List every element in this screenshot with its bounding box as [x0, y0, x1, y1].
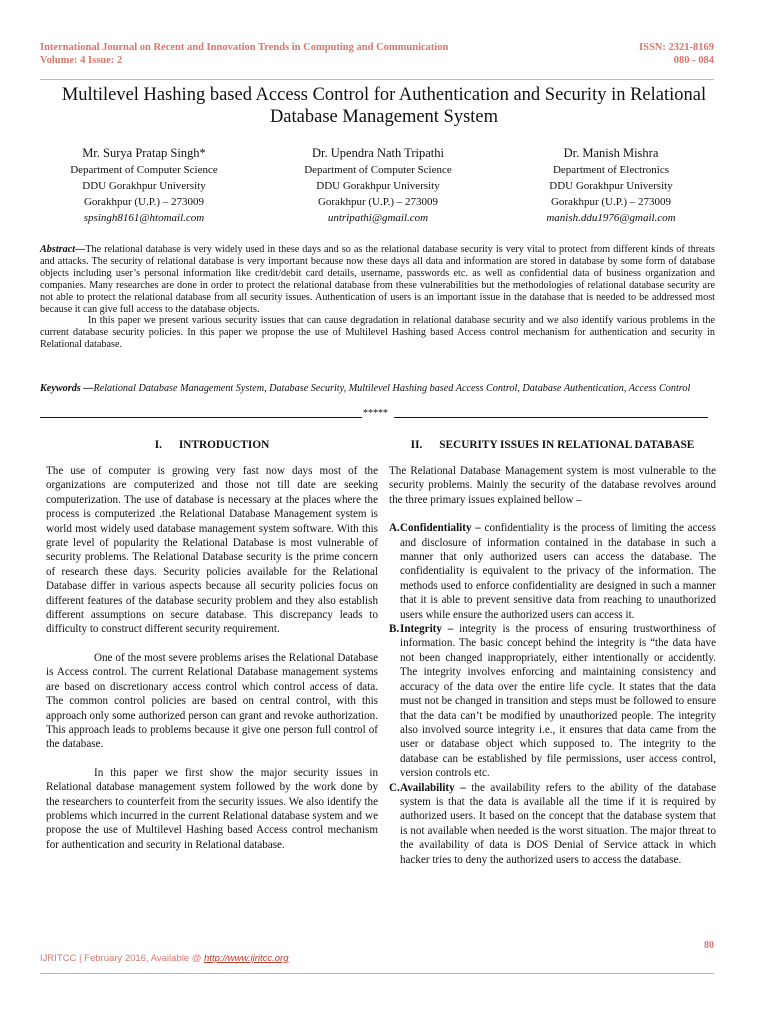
separator-line-right [394, 417, 708, 418]
footer [40, 953, 288, 964]
list-item-term: Confidentiality – [400, 522, 481, 535]
author-2 [278, 145, 478, 226]
list-item-label: B. [389, 623, 400, 636]
keywords-text: Relational Database Management System, Database Security, Multilevel Hashing based Access Control, Database Authentication, Access Control [93, 383, 691, 394]
keywords [40, 383, 715, 395]
issn-block [639, 42, 714, 67]
issn: ISSN: 2321-8169 [639, 42, 714, 53]
section-heading-security-issues: II. SECURITY ISSUES IN RELATIONAL DATABASE [410, 439, 695, 451]
list-item-integrity [389, 622, 716, 780]
footer-link[interactable]: http://www.ijritcc.org [204, 953, 289, 964]
separator-line-left [40, 417, 362, 418]
list-item-text: the availability refers to the ability of the database system is that the data is available all the time if it is required by authorized users. It based on the concept that the database system that is not available when needed is the worst situation. The major threat to the availability of data is DOS Denial of Service attack in which hacker tries to deny the authorized users to access the database. [400, 781, 716, 866]
list-item-text: integrity is the process of ensuring trustworthiness of information. The basic concept behind the integrity is “the data have not been changed inappropriately, either intentionally or accidently. The integrity involves enforcing and maintaining consistency and accuracy of the data over the entire life cycle. It states that the data must not be changed in transition and steps must be followed to ensure that the data can’t be modified by unauthorized people. The integrity also involved source integrity i.e., it ensures that data came from the user or database object which supposed to. The integrity to the database can be established by file permissions, user access control, version controls etc. [400, 623, 716, 780]
keywords-label: Keywords — [40, 383, 94, 394]
abstract-label: Abstract— [40, 244, 86, 255]
list-item-availability [389, 781, 716, 867]
header-rule [40, 79, 714, 80]
author-name: Dr. Upendra Nath Tripathi [312, 146, 444, 160]
author-dept: Department of Computer Science [70, 164, 218, 176]
list-item-text: confidentiality is the process of limiting the access and disclosure of information contained in the database in such a manner that only authorized users can access the database. The confidentiality is equivalent to the privacy of the information. The methods used to enforce confidentiality are designed in such a manner that it is able to prevent sensitive data from reaching to unauthorized users while ensure the authorized users can access it. [400, 522, 716, 621]
author-dept: Department of Electronics [552, 164, 670, 176]
list-item-label: C. [389, 781, 400, 794]
abstract-para-1 [40, 244, 715, 315]
author-univ: DDU Gorakhpur University [549, 180, 673, 192]
list-item-label: A. [389, 522, 400, 535]
abstract-para-2: In this paper we present various security issues that can cause degradation in relational database security and we also identify various problems in the current database security policies. In this paper we propose the use of Multilevel Hashing based Access control mechanism for authentication and security in Relational database. [40, 315, 715, 351]
author-univ: DDU Gorakhpur University [316, 180, 440, 192]
author-1 [44, 145, 244, 226]
journal-title: International Journal on Recent and Innovation Trends in Computing and Communication [40, 42, 449, 53]
footer-text: IJRITCC | February 2016, Available @ [40, 953, 205, 964]
footer-rule [40, 973, 714, 974]
intro-para-2: One of the most severe problems arises the Relational Database is Access control. The current Relational Database management systems are based on discretionary access control which control access of data. The common control policies are based on central control, with this approach only some authorized person can grant and revoke authorization. This approach leads to problems because it give one person full control of the database. [46, 651, 378, 751]
abstract-text-1: The relational database is very widely used in these days and so as the relational database security is very vital to protect from different kinds of threats and attacks. The security of relational database is very important because now these days all data and information are stored in database by some form of database objects including user’s personal information like credit/debit card details, username, passwords etc. as well as confidential data of business organization and companies. Many researches are done in order to protect the relational database from these vulnerabilities but the methodologies of relational database security are not able to protect the relational database from all security issues. Authentication of users is an important issue in the database that is needed to be addressed most because it can give full access to the database objects. [40, 244, 715, 315]
author-dept: Department of Computer Science [304, 164, 452, 176]
author-email: manish.ddu1976@gmail.com [546, 212, 676, 224]
intro-para-3: In this paper we first show the major security issues in Relational database management system followed by the work done by the researchers to counterfeit from the security issues. We also identify the problems which incurred in the current Relational database system and we propose the use of Multilevel Hashing based Access control mechanism for authentication and security in Relational database. [46, 766, 378, 851]
paper-title: Multilevel Hashing based Access Control for Authentication and Security in Relational Database Management System [61, 85, 707, 127]
author-addr: Gorakhpur (U.P.) – 273009 [550, 196, 672, 208]
column-right [389, 438, 716, 867]
page-number: 80 [704, 940, 714, 951]
author-name: Mr. Surya Pratap Singh* [82, 146, 206, 160]
author-univ: DDU Gorakhpur University [82, 180, 206, 192]
author-3 [511, 145, 711, 226]
journal-volume: Volume: 4 Issue: 2 [40, 54, 123, 66]
section-separator [0, 403, 768, 423]
list-item-confidentiality [389, 521, 716, 622]
author-email: untripathi@gmail.com [327, 212, 429, 224]
column-left [46, 438, 378, 852]
separator-stars: ***** [363, 408, 388, 419]
author-email: spsingh8161@htomail.com [83, 212, 205, 224]
abstract [40, 244, 715, 351]
security-intro: The Relational Database Management system is most vulnerable to the security problems. Mainly the security of the database revolves around the three primary issues explained bellow – [389, 465, 716, 506]
author-addr: Gorakhpur (U.P.) – 273009 [317, 196, 439, 208]
intro-para-1: The use of computer is growing very fast now days most of the organizations are computerized and those not till date are seeking computerization. The use of database is necessary at the places where the process is computerized .the Relational Database Management system is world most widely used database management system software. With this grate level of popularity the Relational Database is most vulnerable of security problems. The Relational Database security is the prime concern of research these days. Security policies available for the Relational Database differ in various aspects because all security policies focus on different features of the database security problem and they also establish different assumptions on secure database. This discrepancy leads to difficulty to construct different security requirement. [46, 465, 378, 636]
author-addr: Gorakhpur (U.P.) – 273009 [83, 196, 205, 208]
author-name: Dr. Manish Mishra [563, 146, 659, 160]
journal-name [40, 42, 448, 67]
page-range: 080 - 084 [673, 54, 714, 66]
list-item-term: Availability – [400, 781, 466, 794]
section-heading-introduction: I. INTRODUCTION [154, 439, 270, 451]
list-item-term: Integrity – [400, 623, 454, 636]
